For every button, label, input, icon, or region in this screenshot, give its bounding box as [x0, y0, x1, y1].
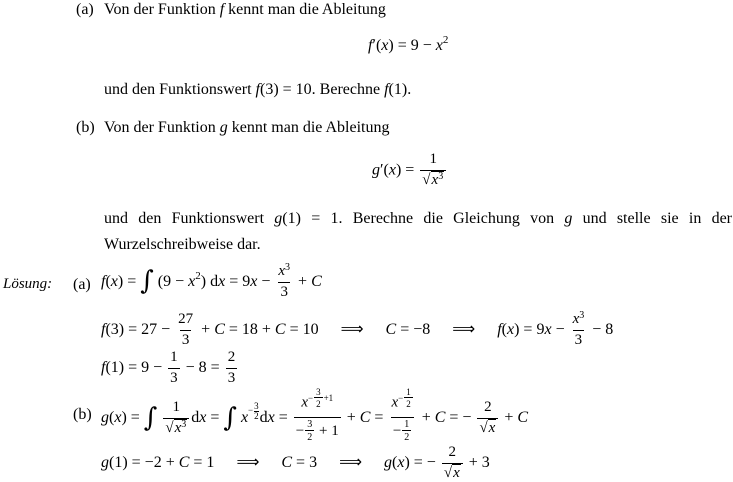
- part-b-text: und den Funktionswert g(1) = 1. Berechne die Gleichung von g und stelle sie in der Wurzelschreibweise dar.: [104, 210, 732, 253]
- implies-arrow: ⟹: [452, 318, 476, 338]
- solution-b-label: (b): [73, 406, 92, 423]
- part-a-label: (a): [76, 1, 94, 18]
- solution-b-line2: g(1) = −2 + C = 1 ⟹ C = 3 ⟹ g(x) = − $\frac{2}{√x}$ + 3: [101, 444, 490, 481]
- implies-arrow: ⟹: [339, 451, 363, 471]
- part-b-eq-numerator: 1: [429, 151, 437, 167]
- implies-arrow: ⟹: [340, 318, 364, 338]
- part-a-equation: $f'(x) = 9 - x^2$: [368, 34, 449, 54]
- solution-a-line3: f(1) = 9 − $\frac{1}{3}$ − 8 = $\frac{2}{3}$: [101, 349, 236, 386]
- part-b-intro: Von der Funktion g kennt man die Ableitung: [104, 119, 390, 136]
- part-a-intro: Von der Funktion f kennt man die Ableitung: [104, 1, 386, 18]
- part-b-equation: g′(x) = $\frac{1}{√x^3}$: [372, 152, 448, 189]
- solution-a-line2: f(3) = 27 − $\frac{27}{3}$ + C = 18 + C = 10 ⟹ C = −8 ⟹ f(x) = 9x − $\frac{x^3}{3}$ − 8: [101, 310, 614, 348]
- solution-label: Lösung:: [3, 276, 53, 292]
- part-b-label: (b): [76, 119, 95, 136]
- solution-b-line1: g(x) = ∫ $\frac{1}{√x^3}$ dx = ∫ $x^{- \frac{3}{2}}$ dx = $x^{- \frac{3}{2} +1}$ − $\frac{3}{2}$ + 1 + C = $x^{- \frac{1}{2}}$ − $\frac{1}{2}$ + C = − $\frac{2}{√x}$ + C: [101, 387, 529, 443]
- implies-arrow: ⟹: [236, 451, 260, 471]
- part-a-text: und den Funktionswert f(3) = 10. Berechne f(1).: [104, 81, 412, 98]
- solution-a-label: (a): [73, 276, 91, 293]
- solution-a-line1: f(x) = ∫ $(9 - x^2)$ dx = 9x − $\frac{x^3}{3}$ + C: [101, 262, 322, 300]
